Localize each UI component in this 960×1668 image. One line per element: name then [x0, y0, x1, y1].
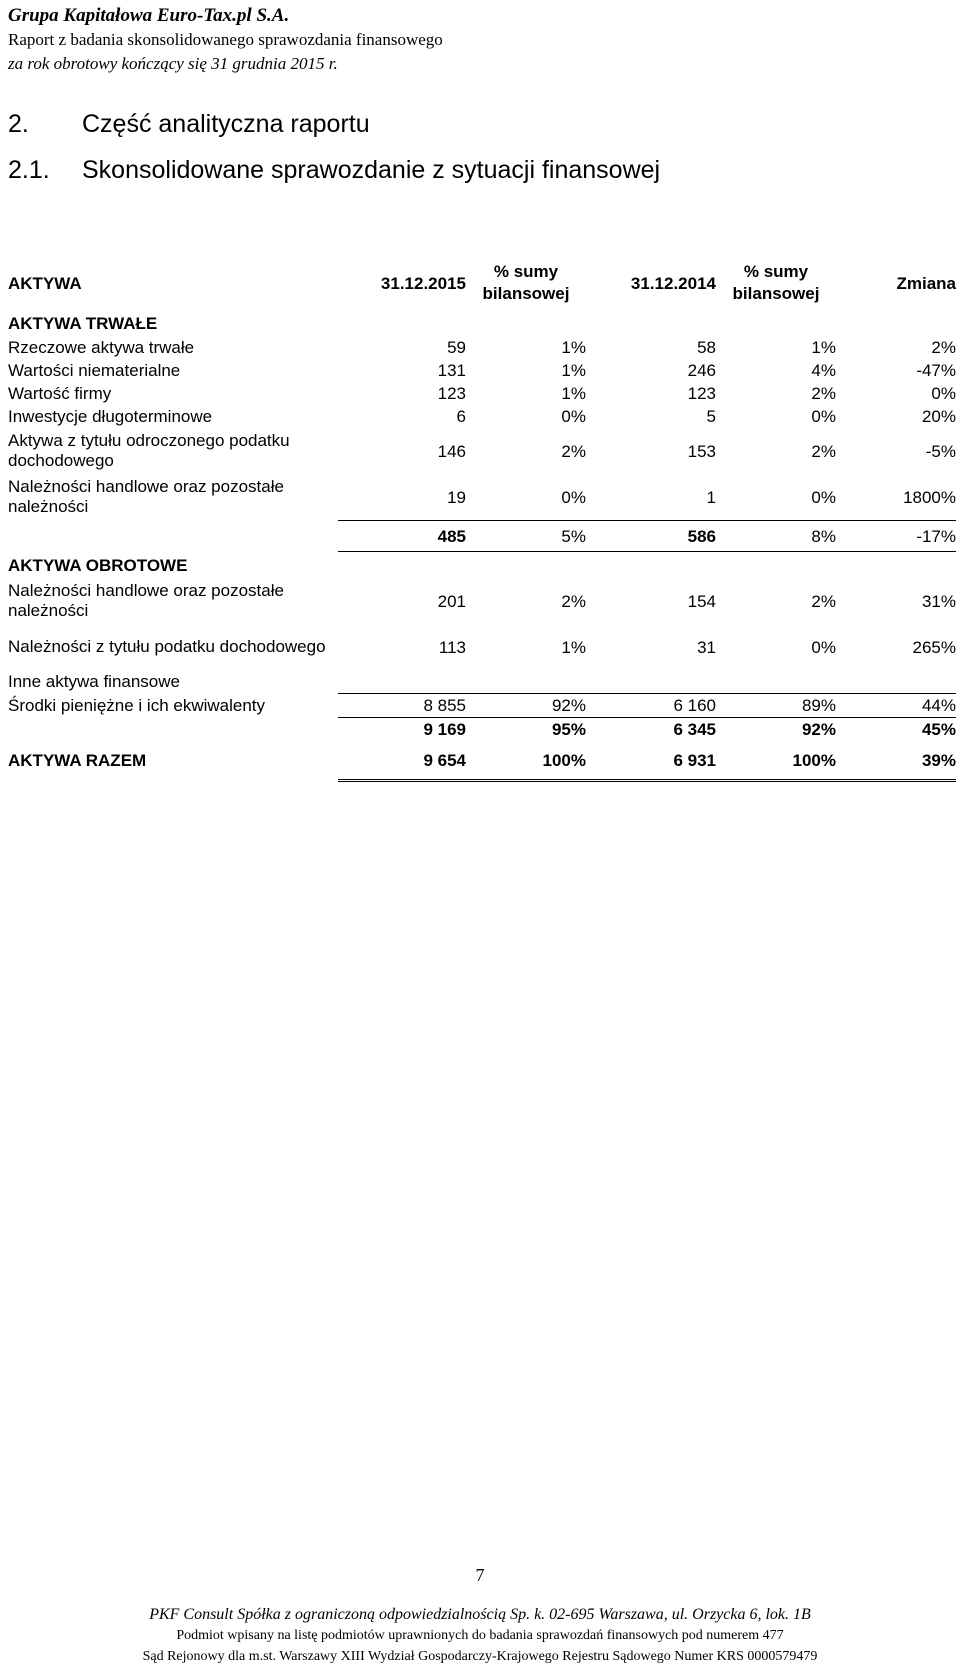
row-label: Środki pieniężne i ich ekwiwalenty — [8, 696, 266, 715]
header-assets: AKTYWA — [8, 273, 82, 293]
page-number: 7 — [475, 1565, 485, 1585]
page-header — [8, 4, 443, 76]
footer-line-1: PKF Consult Spółka z ograniczoną odpowiedzialnością Sp. k. 02-695 Warszawa, ul. Orzycka 6, lok. 1B — [149, 1606, 811, 1623]
pct-2014: 2% — [811, 384, 836, 403]
table-row — [8, 694, 956, 718]
change — [836, 670, 956, 694]
section-number: 2. — [8, 110, 29, 138]
pct-2015: 1% — [561, 637, 586, 657]
pct-2014: 89% — [716, 694, 836, 718]
current-assets-title: AKTYWA OBROTOWE — [8, 555, 188, 575]
row-label: Rzeczowe aktywa trwałe — [8, 338, 195, 357]
row-label: Wartość firmy — [8, 384, 112, 403]
footer-line-2: Podmiot wpisany na listę podmiotów uprawnionych do badania sprawozdań finansowych pod numerem 477 — [176, 1628, 784, 1643]
change: 2% — [931, 338, 956, 357]
pct-2015: 1% — [561, 361, 586, 380]
subtotal-pct-2014: 8% — [716, 521, 836, 552]
report-period: za rok obrotowy kończący się 31 grudnia 2015 r. — [8, 54, 338, 73]
pct-2015: 1% — [561, 338, 586, 357]
value-2014 — [586, 670, 716, 694]
table-row — [8, 336, 956, 359]
table-row — [8, 670, 956, 694]
total-pct-2014: 100% — [716, 741, 836, 781]
subtotal-pct-2014: 92% — [801, 720, 836, 739]
footer-line-3: Sąd Rejonowy dla m.st. Warszawy XIII Wydział Gospodarczy-Krajowego Rejestru Sądowego Numer KRS 0000579479 — [142, 1649, 818, 1664]
value-2014: 1 — [586, 474, 716, 521]
change: 0% — [931, 384, 956, 403]
section-heading — [8, 110, 370, 139]
subtotal-2014: 586 — [586, 521, 716, 552]
row-label: Należności z tytułu podatku dochodowego — [8, 637, 326, 656]
row-label: Aktywa z tytułu odroczonego podatku dochodowego — [8, 431, 290, 470]
value-2015: 123 — [437, 384, 466, 403]
subtotal-pct-2015: 95% — [551, 720, 586, 739]
header-pct-2015: % sumy bilansowej — [482, 262, 570, 303]
subsection-number: 2.1. — [8, 156, 50, 184]
value-2014: 246 — [687, 361, 716, 380]
value-2014: 154 — [687, 591, 716, 611]
table-row — [8, 474, 956, 521]
table-row — [8, 578, 956, 624]
pct-2014: 0% — [811, 637, 836, 657]
value-2015: 146 — [437, 441, 466, 461]
current-assets-title-row — [8, 552, 956, 579]
total-label: AKTYWA RAZEM — [8, 751, 147, 771]
value-2014: 58 — [697, 338, 716, 357]
pct-2015: 0% — [561, 407, 586, 426]
fixed-assets-subtotal-row — [8, 521, 956, 552]
pct-2014: 1% — [811, 338, 836, 357]
value-2015: 113 — [438, 637, 466, 657]
subtotal-2015: 9 169 — [423, 720, 466, 739]
header-date-2015: 31.12.2015 — [380, 273, 466, 293]
value-2015: 19 — [338, 474, 466, 521]
change: 20% — [921, 407, 956, 426]
total-change: 39% — [836, 741, 956, 781]
value-2015: 131 — [437, 361, 466, 380]
table-row — [8, 405, 956, 428]
row-label: Należności handlowe oraz pozostałe należności — [8, 477, 284, 517]
row-label: Inne aktywa finansowe — [8, 672, 180, 692]
fixed-assets-title: AKTYWA TRWAŁE — [8, 313, 158, 333]
assets-table — [8, 256, 956, 782]
subtotal-change: 45% — [921, 720, 956, 739]
subsection-title: Skonsolidowane sprawozdanie z sytuacji finansowej — [82, 156, 661, 184]
pct-2015: 1% — [561, 384, 586, 403]
pct-2015 — [466, 670, 586, 694]
value-2014: 5 — [706, 407, 716, 426]
table-row — [8, 624, 956, 670]
total-2014: 6 931 — [586, 741, 716, 781]
table-row — [8, 428, 956, 474]
pct-2015: 2% — [561, 441, 586, 461]
pct-2014: 0% — [716, 474, 836, 521]
table-header-row — [8, 256, 956, 310]
value-2015: 8 855 — [338, 694, 466, 718]
total-2015: 9 654 — [338, 741, 466, 781]
header-pct-2014: % sumy bilansowej — [732, 262, 820, 303]
table-row — [8, 359, 956, 382]
section-title: Część analityczna raportu — [82, 110, 370, 138]
pct-2014: 4% — [811, 361, 836, 380]
table-row — [8, 382, 956, 405]
change: -5% — [925, 441, 956, 461]
value-2014: 6 160 — [586, 694, 716, 718]
subtotal-2014: 6 345 — [673, 720, 716, 739]
header-change: Zmiana — [896, 273, 956, 293]
pct-2015: 0% — [466, 474, 586, 521]
assets-total-row — [8, 741, 956, 781]
value-2014: 153 — [687, 441, 716, 461]
subtotal-2015: 485 — [338, 521, 466, 552]
change: 44% — [836, 694, 956, 718]
pct-2015: 92% — [466, 694, 586, 718]
page-footer — [0, 1604, 960, 1667]
pct-2014: 2% — [811, 441, 836, 461]
value-2015: 201 — [437, 591, 466, 611]
value-2014: 31 — [697, 637, 716, 657]
company-name: Grupa Kapitałowa Euro-Tax.pl S.A. — [8, 5, 290, 26]
change: 1800% — [836, 474, 956, 521]
fixed-assets-title-row — [8, 310, 956, 336]
pct-2014 — [716, 670, 836, 694]
subtotal-pct-2015: 5% — [466, 521, 586, 552]
pct-2014: 0% — [811, 407, 836, 426]
pct-2015: 2% — [561, 591, 586, 611]
row-label: Wartości niematerialne — [8, 361, 181, 380]
total-pct-2015: 100% — [466, 741, 586, 781]
value-2015 — [338, 670, 466, 694]
subtotal-change: -17% — [836, 521, 956, 552]
report-title: Raport z badania skonsolidowanego sprawozdania finansowego — [8, 30, 443, 49]
row-label: Należności handlowe oraz pozostałe należności — [8, 581, 284, 620]
subsection-heading — [8, 156, 660, 185]
value-2015: 59 — [447, 338, 466, 357]
change: 31% — [921, 591, 956, 611]
value-2015: 6 — [456, 407, 466, 426]
pct-2014: 2% — [811, 591, 836, 611]
header-date-2014: 31.12.2014 — [630, 273, 716, 293]
change: 265% — [912, 637, 956, 657]
current-assets-subtotal-row — [8, 718, 956, 742]
value-2014: 123 — [687, 384, 716, 403]
row-label: Inwestycje długoterminowe — [8, 407, 213, 426]
change: -47% — [916, 361, 956, 380]
